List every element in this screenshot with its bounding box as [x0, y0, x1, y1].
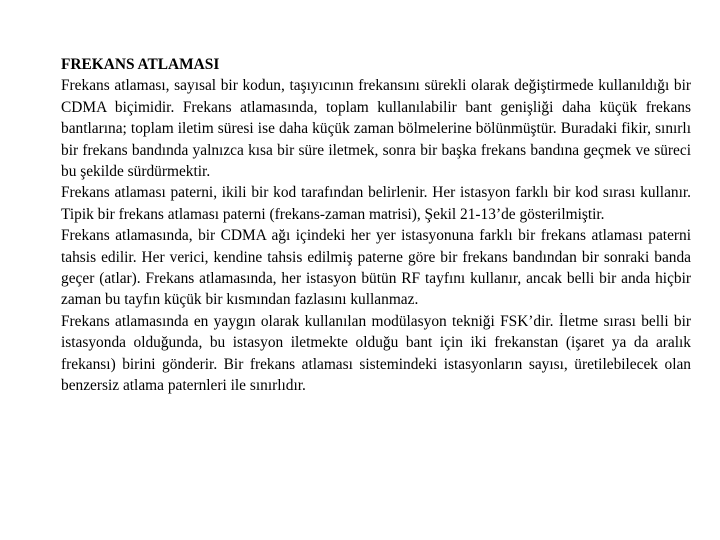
document-body	[61, 54, 691, 397]
paragraph-modulation: Frekans atlamasında en yaygın olarak kullanılan modülasyon tekniği FSK’dir. İletme sırası belli bir istasyonda olduğunda, bu istasyon iletmekte olduğu bant için iki frekanstan (işaret ya da aralık frekansı) birini gönderir. Bir frekans atlaması sistemindeki istasyonların sayısı, üretilebilecek olan benzersiz atlama paternleri ile sınırlıdır.	[61, 312, 691, 395]
paragraph-hopping-pattern: Frekans atlaması paterni, ikili bir kod tarafından belirlenir. Her istasyon farklı bir kod sırası kullanır. Tipik bir frekans atlaması paterni (frekans-zaman matrisi), Şekil 21-13’de gösterilmiştir.	[61, 184, 691, 223]
document-title: FREKANS ATLAMASI	[61, 56, 220, 73]
paragraph-definition: Frekans atlaması, sayısal bir kodun, taşıyıcının frekansını sürekli olarak değiştirmede kullanıldığı bir CDMA biçimidir. Frekans atlamasında, toplam kullanılabilir bant genişliği daha küçük frekans bantlarına; toplam iletim süresi ise daha küçük zaman bölmelerine bölünmüştür. Buradaki fikir, sınırlı bir frekans bandında yalnızca kısa bir süre iletmek, sonra bir başka frekans bandına geçmek ve süreci bu şekilde sürdürmektir.	[61, 77, 691, 181]
paragraph-cdma-network: Frekans atlamasında, bir CDMA ağı içindeki her yer istasyonuna farklı bir frekans atlaması paterni tahsis edilir. Her verici, kendine tahsis edilmiş paterne göre bir frekans bandından bir sonraki banda geçer (atlar). Frekans atlamasında, her istasyon bütün RF tayfını kullanır, ancak belli bir anda hiçbir zaman bu tayfın küçük bir kısmından fazlasını kullanmaz.	[61, 227, 691, 309]
